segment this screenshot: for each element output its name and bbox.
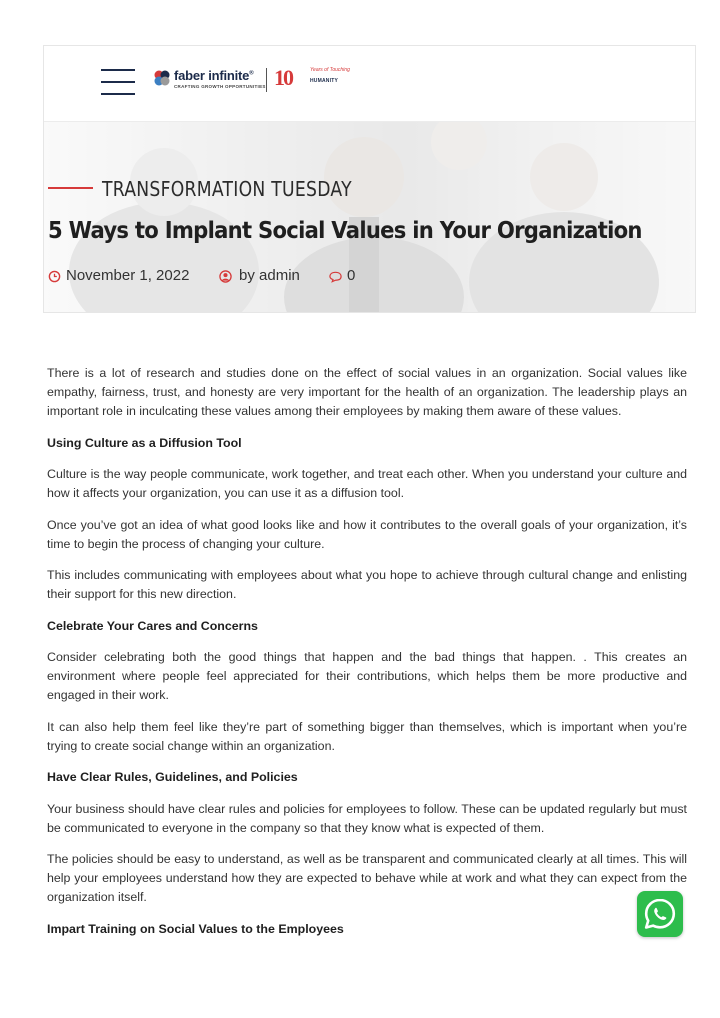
paragraph: It can also help them feel like they’re part of something bigger than themselves, which is important when you’re trying to create social change within an organization. — [47, 719, 687, 753]
site-header — [44, 46, 695, 122]
section-heading-rules: Have Clear Rules, Guidelines, and Policies — [47, 770, 298, 784]
post-content — [47, 364, 687, 951]
category-accent-line — [48, 187, 93, 189]
site-logo[interactable] — [152, 66, 352, 96]
paragraph: Culture is the way people communicate, work together, and treat each other. When you understand your culture and how it affects your organization, you can use it as a diffusion tool. — [47, 467, 687, 500]
post-comments-count: 0 — [347, 267, 356, 284]
anniversary-badge — [274, 65, 350, 94]
logo-tagline: CRAFTING GROWTH OPPORTUNITIES — [174, 84, 266, 89]
post-category[interactable]: TRANSFORMATION TUESDAY — [102, 177, 352, 201]
section-heading-celebrate: Celebrate Your Cares and Concerns — [47, 618, 258, 633]
post-title: 5 Ways to Implant Social Values in Your Organization — [48, 218, 642, 244]
section-heading-culture: Using Culture as a Diffusion Tool — [47, 435, 242, 450]
whatsapp-icon — [637, 891, 683, 937]
paragraph: Your business should have clear rules and policies for employees to follow. These can be updated regularly but must be communicated to everyone in the company so that they know what is expected of them. — [47, 801, 687, 835]
paragraph: Consider celebrating both the good things that happen and the bad things that happen. . This creates an environment where people feel appreciated for their contributions, which helps them be more productive and engaged in their work. — [47, 650, 687, 702]
intro-paragraph: There is a lot of research and studies done on the effect of social values in an organization. Social values like empathy, fairness, trust, and honesty are very important for the health of an organization. The leadership plays an important role in inculcating these values among their employees by making them aware of these values. — [47, 366, 687, 418]
section-heading-training: Impart Training on Social Values to the Employees — [47, 921, 344, 936]
clock-icon — [48, 270, 61, 283]
user-icon — [219, 270, 232, 283]
post-author-text: by admin — [239, 267, 300, 284]
logo-mark-icon — [152, 68, 172, 88]
post-header-card — [43, 45, 696, 313]
badge-line1: Years of Touching — [310, 67, 350, 73]
comment-icon — [328, 270, 343, 283]
badge-number: 10 — [274, 65, 292, 90]
whatsapp-button[interactable] — [637, 891, 683, 937]
post-date-text: November 1, 2022 — [66, 267, 190, 284]
hamburger-icon[interactable] — [101, 69, 135, 95]
badge-line2: HUMANITY — [310, 78, 338, 84]
paragraph: This includes communicating with employees about what you hope to achieve through cultural change and enlisting their support for this new direction. — [47, 568, 687, 601]
logo-divider — [266, 68, 267, 92]
logo-name: faber infinite® — [174, 68, 254, 83]
paragraph: Once you’ve got an idea of what good looks like and how it contributes to the overall goals of your organization, it’s time to begin the process of changing your culture. — [47, 517, 687, 551]
paragraph: The policies should be easy to understand, as well as be transparent and communicated clearly at all times. This will help your employees understand how they are expected to behave while at work and what they can expect from the organization itself. — [47, 852, 687, 904]
